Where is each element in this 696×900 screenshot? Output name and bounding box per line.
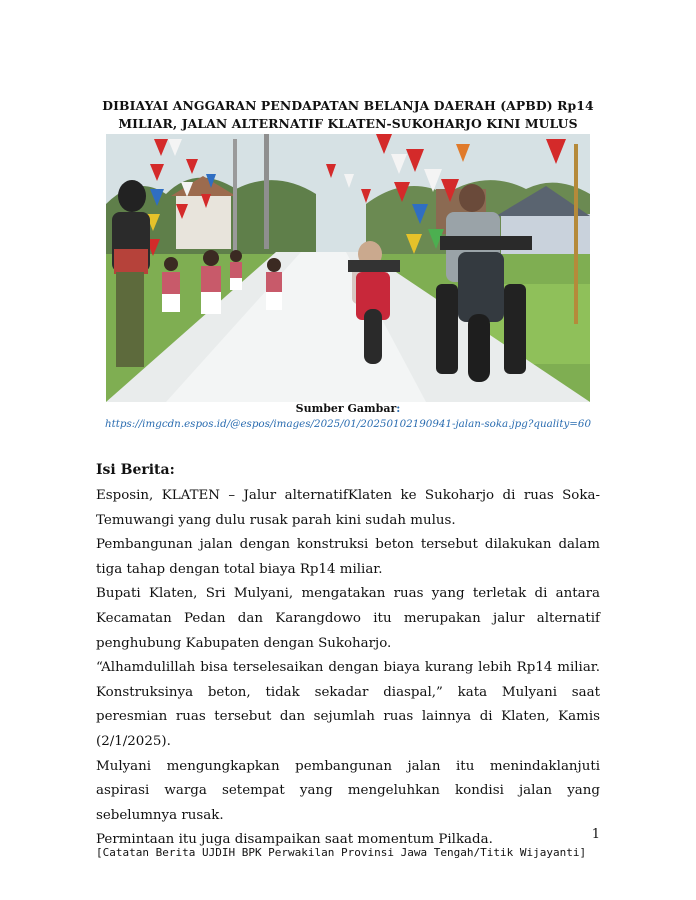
article-paragraph: Esposin, KLATEN – Jalur alternatifKlaten ke Sukoharjo di ruas Soka-Temuwangi yang dulu rusak parah kini sudah mulus. (96, 488, 600, 528)
image-source-link[interactable]: https://imgcdn.espos.id/@espos/images/2025/01/20250102190941-jalan-soka.jpg?quality=60 (104, 418, 591, 430)
article-paragraph: Mulyani mengungkapkan pembangunan jalan itu menindaklanjuti aspirasi warga setempat yang mengeluhkan kondisi jalan yang sebelumnya rusak. (96, 758, 600, 823)
image-source-label-text: Sumber Gambar (295, 402, 397, 415)
title-line-1: DIBIAYAI ANGGARAN PENDAPATAN BELANJA DAERAH (APBD) Rp14 (102, 98, 594, 113)
page-footer: [Catatan Berita UJDIH BPK Perwakilan Provinsi Jawa Tengah/Titik Wijayanti] (96, 846, 587, 859)
image-source-label (96, 402, 600, 415)
article-paragraph: “Alhamdulillah bisa terselesaikan dengan biaya kurang lebih Rp14 miliar. Konstruksinya beton, tidak sekadar diaspal,” kata Mulyani saat peresmian ruas tersebut dan sejumlah ruas lainnya di Klaten, Kamis (2/1/2025). (96, 660, 600, 749)
image-source-colon: : (396, 402, 401, 415)
section-heading: Isi Berita: (96, 462, 175, 478)
article-paragraph: Pembangunan jalan dengan konstruksi beton tersebut dilakukan dalam tiga tahap dengan total biaya Rp14 miliar. (96, 537, 600, 577)
article-photo (106, 134, 590, 402)
page-number: 1 (591, 827, 600, 842)
title-line-2: MILIAR, JALAN ALTERNATIF KLATEN-SUKOHARJO KINI MULUS (118, 116, 578, 131)
article-paragraph: Permintaan itu juga disampaikan saat momentum Pilkada. (96, 832, 493, 848)
article-paragraph: Bupati Klaten, Sri Mulyani, mengatakan ruas yang terletak di antara Kecamatan Pedan dan Karangdowo itu merupakan jalur alternatif penghubung Kabupaten dengan Sukoharjo. (96, 586, 600, 651)
article-body (96, 484, 600, 853)
article-title (96, 97, 600, 133)
